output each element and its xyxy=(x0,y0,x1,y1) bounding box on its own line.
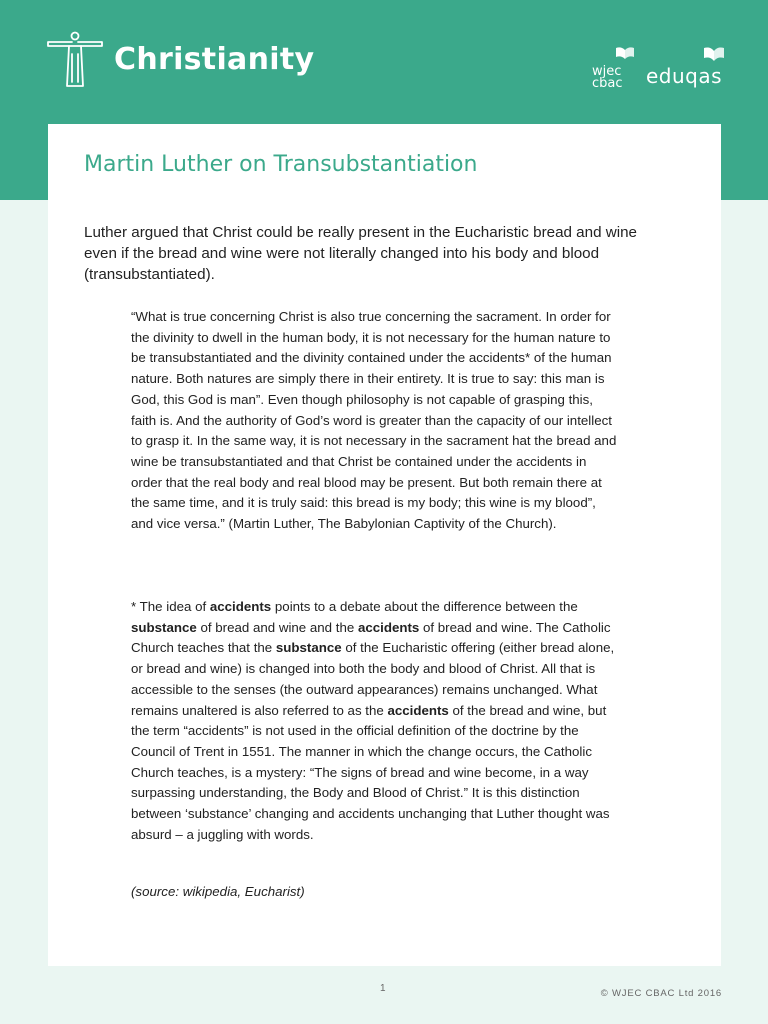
source-citation: (source: wikipedia, Eucharist) xyxy=(131,884,305,899)
christ-statue-icon xyxy=(46,30,104,88)
open-book-icon xyxy=(616,46,634,60)
page-number: 1 xyxy=(380,983,386,994)
brand xyxy=(46,30,314,88)
document-card xyxy=(48,124,721,966)
page-title: Martin Luther on Transubstantiation xyxy=(84,152,478,177)
copyright-notice: © WJEC CBAC Ltd 2016 xyxy=(600,988,722,999)
eduqas-logo xyxy=(646,46,724,90)
cbac-text: cbac xyxy=(592,76,623,91)
wjec-wordmark xyxy=(592,66,623,90)
logos xyxy=(592,46,724,90)
eduqas-wordmark: eduqas xyxy=(646,64,723,88)
open-book-icon xyxy=(704,46,724,62)
subject-title: Christianity xyxy=(114,41,315,77)
intro-paragraph: Luther argued that Christ could be really present in the Eucharistic bread and wine even if the bread and wine were not literally changed into his body and blood (transubstantiated). xyxy=(84,224,637,283)
wjec-text: wjec xyxy=(592,64,622,79)
accidents-footnote: * The idea of accidents points to a debate about the difference between the substance of bread and wine and the accidents of bread and wine. The Catholic Church teaches that the substance of the Eucharistic offering (either bread alone, or bread and wine) is changed into both the body and blood of Christ. All that is accessible to the senses (the outward appearances) remains unchanged. What remains unaltered is also referred to as the accidents of the bread and wine, but the term “accidents” is not used in the official definition of the doctrine by the Council of Trent in 1551. The manner in which the change occurs, the Catholic Church teaches, is a mystery: “The signs of bread and wine become, in a way surpassing understanding, the Body and Blood of Christ.” It is this distinction between ‘substance’ changing and accidents unchanging that Luther thought was absurd – a juggling with words. xyxy=(131,599,615,842)
wjec-cbac-logo xyxy=(592,46,630,90)
luther-quote: “What is true concerning Christ is also true concerning the sacrament. In order for the divinity to dwell in the human body, it is not necessary for the human nature to be transubstantiated and the divinity contained under the accidents* of the human nature. Both natures are simply there in their entirety. It is true to say: this man is God, this God is man”. Even though philosophy is not capable of grasping this, faith is. And the authority of God’s word is greater than the capacity of our intellect to grasp it. In the same way, it is not necessary in the sacrament hat the bread and wine be transubstantiated and that Christ be contained under the accidents in order that the real body and real blood may be present. But both remain there at the same time, and it is truly said: this bread is my body; this wine is my blood”, and vice versa.” (Martin Luther, The Babylonian Captivity of the Church). xyxy=(131,309,617,532)
